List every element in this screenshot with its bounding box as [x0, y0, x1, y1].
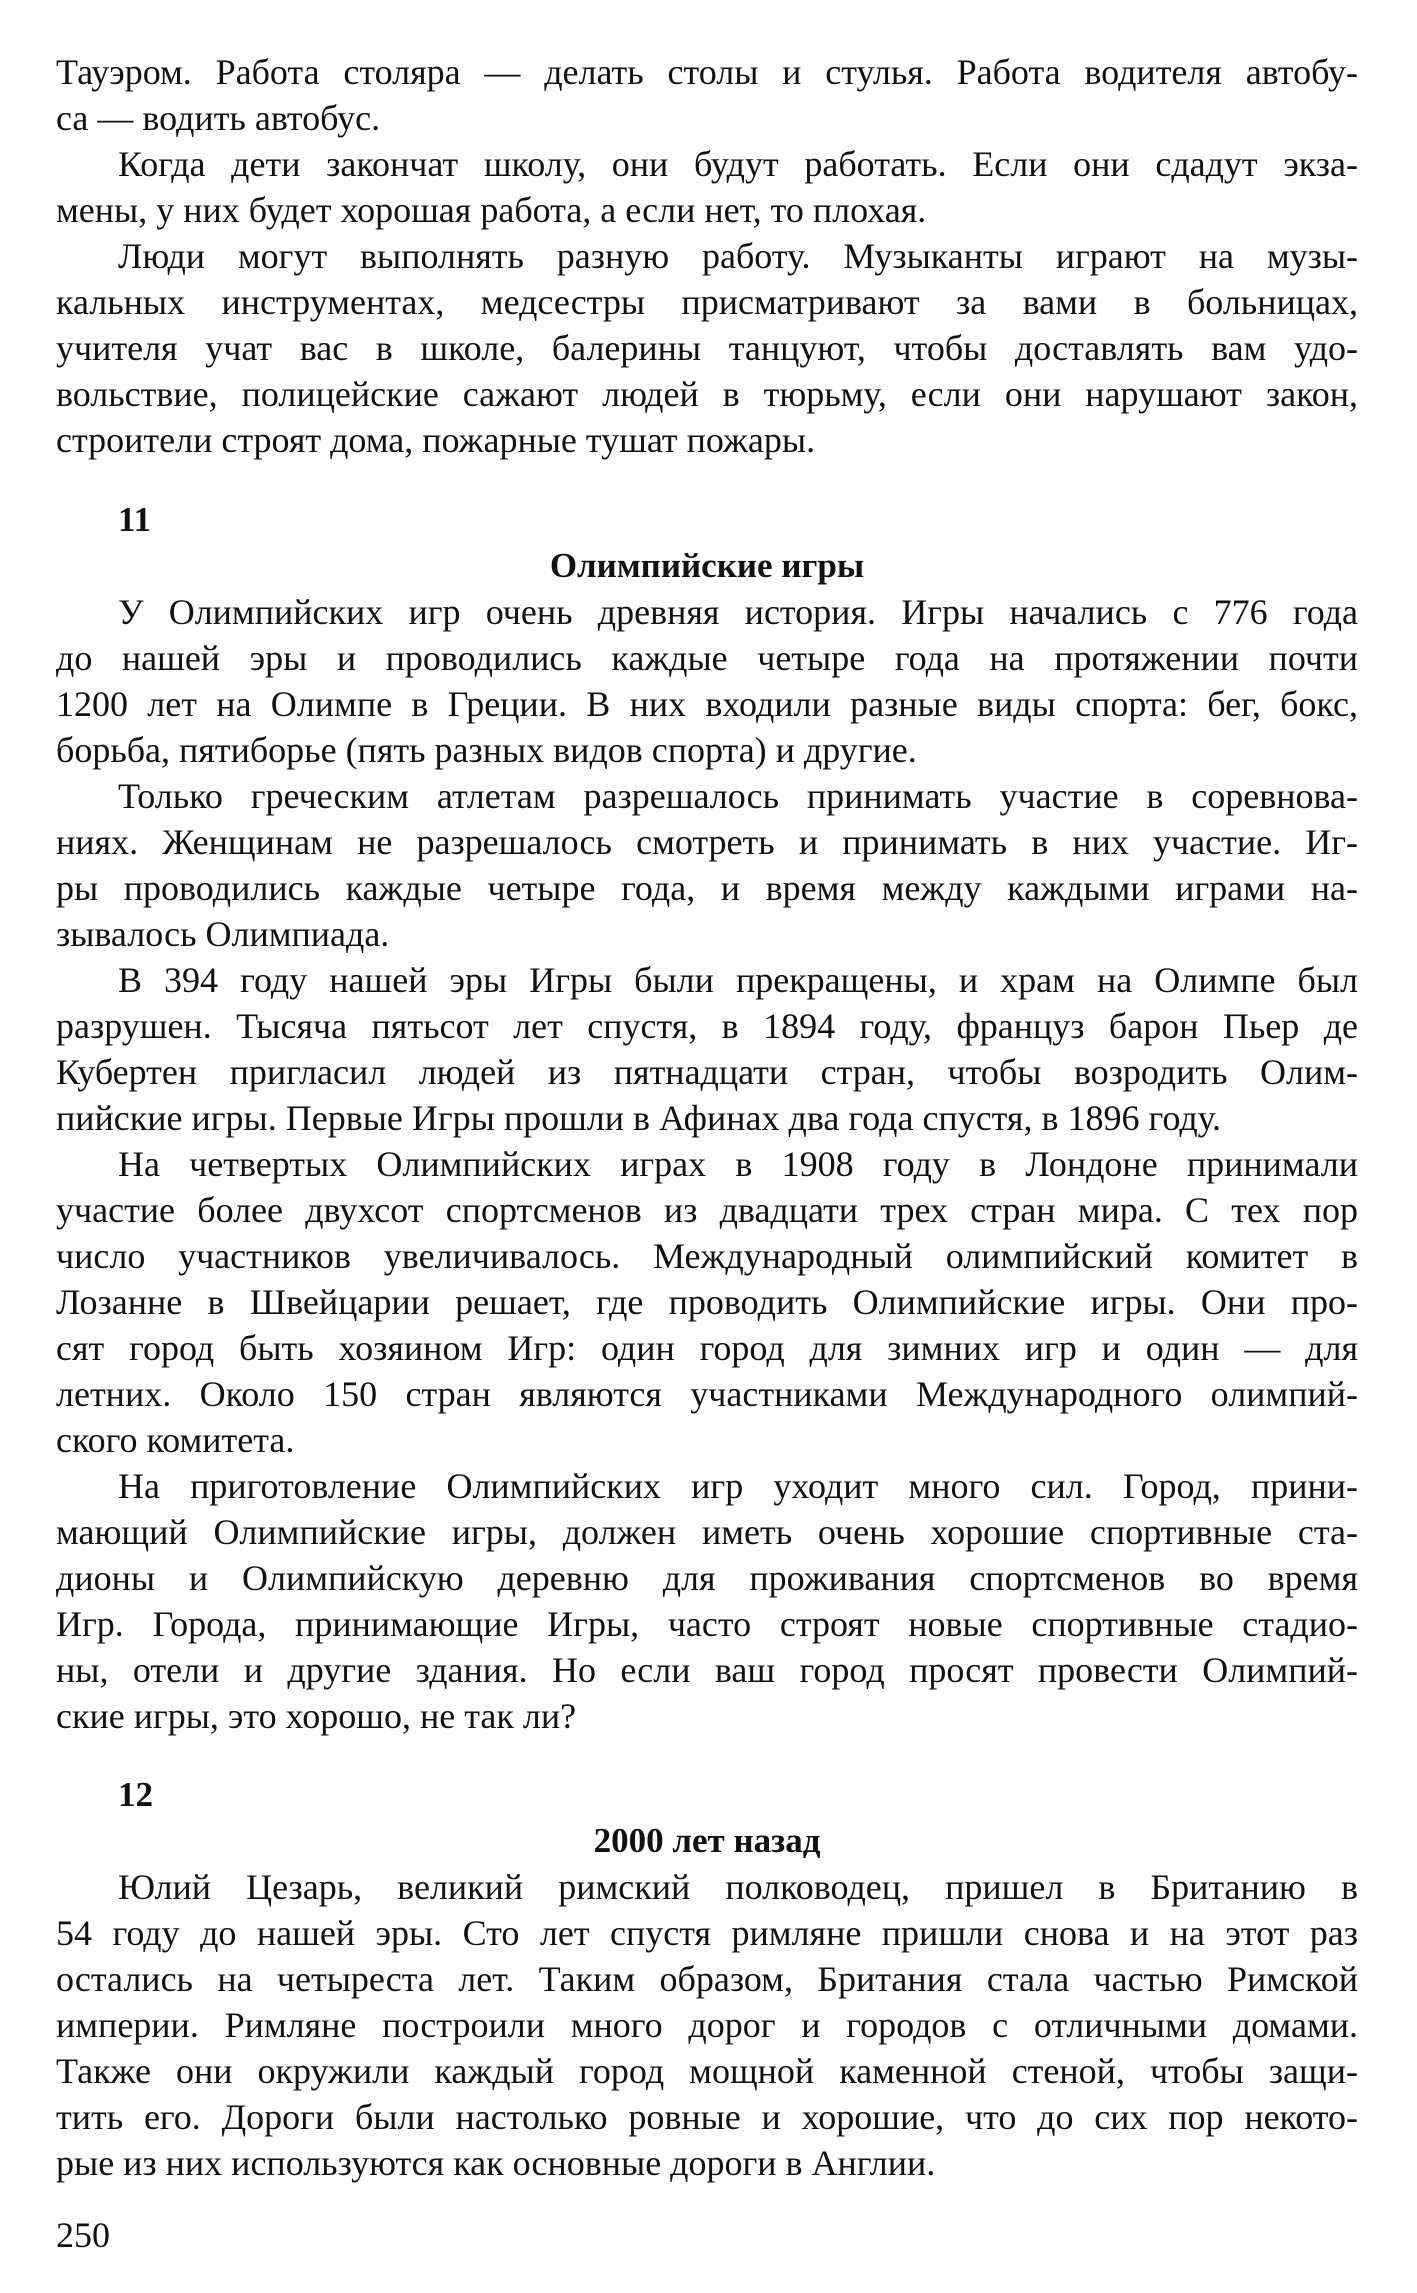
- text-line: учителя учат вас в школе, балерины танцуют, чтобы доставлять вам удо-: [56, 328, 1358, 368]
- paragraph: [56, 957, 1358, 1141]
- text-line: остались на четыреста лет. Таким образом, Британия стала частью Римской: [56, 1959, 1358, 1999]
- text-line: Только греческим атлетам разрешалось принимать участие в соревнова-: [118, 776, 1358, 816]
- text-line: ры проводились каждые четыре года, и время между каждыми играми на-: [56, 868, 1358, 908]
- paragraph: [56, 589, 1358, 773]
- text-line: разрушен. Тысяча пятьсот лет спустя, в 1894 году, француз барон Пьер де: [56, 1006, 1358, 1046]
- exercise-number: 12: [118, 1775, 153, 1814]
- paragraph: [56, 49, 1358, 141]
- text-line: пийские игры. Первые Игры прошли в Афинах два года спустя, в 1896 году.: [56, 1098, 1222, 1138]
- text-line: Когда дети закончат школу, они будут работать. Если они сдадут экза-: [118, 144, 1358, 184]
- paragraph: [56, 1864, 1358, 2186]
- text-line: ского комитета.: [56, 1420, 295, 1460]
- text-line: са — водить автобус.: [56, 98, 381, 138]
- text-line: В 394 году нашей эры Игры были прекращены, и храм на Олимпе был: [118, 960, 1358, 1000]
- text-line: На четвертых Олимпийских играх в 1908 году в Лондоне принимали: [118, 1144, 1358, 1184]
- section-title: 2000 лет назад: [593, 1821, 821, 1860]
- text-line: тить его. Дороги были настолько ровные и хорошие, что до сих пор некото-: [56, 2097, 1358, 2137]
- text-line: На приготовление Олимпийских игр уходит много сил. Город, прини-: [118, 1466, 1358, 1506]
- section-intro: [56, 49, 1358, 463]
- paragraph: [56, 141, 1358, 233]
- text-line: участие более двухсот спортсменов из двадцати трех стран мира. С тех пор: [56, 1190, 1358, 1230]
- text-line: ские игры, это хорошо, не так ли?: [56, 1696, 577, 1736]
- text-line: зывалось Олимпиада.: [56, 914, 390, 954]
- text-line: вольствие, полицейские сажают людей в тюрьму, если они нарушают закон,: [56, 374, 1358, 414]
- text-line: борьба, пятиборье (пять разных видов спорта) и другие.: [56, 730, 917, 770]
- text-line: 1200 лет на Олимпе в Греции. В них входили разные виды спорта: бег, бокс,: [56, 684, 1358, 724]
- text-line: сят город быть хозяином Игр: один город для зимних игр и один — для: [56, 1328, 1358, 1368]
- text-line: кальных инструментах, медсестры присматривают за вами в больницах,: [56, 282, 1358, 322]
- text-line: мены, у них будет хорошая работа, а если нет, то плохая.: [56, 190, 927, 230]
- text-line: дионы и Олимпийскую деревню для проживания спортсменов во время: [56, 1558, 1358, 1598]
- text-line: Юлий Цезарь, великий римский полководец, пришел в Британию в: [118, 1867, 1358, 1907]
- text-line: строители строят дома, пожарные тушат пожары.: [56, 420, 816, 460]
- text-line: 54 году до нашей эры. Сто лет спустя римляне пришли снова и на этот раз: [56, 1913, 1358, 1953]
- text-line: Тауэром. Работа столяра — делать столы и стулья. Работа водителя автобу-: [56, 52, 1358, 92]
- paragraph: [56, 1463, 1358, 1739]
- section-title: Олимпийские игры: [549, 546, 865, 585]
- text-line: Кубертен пригласил людей из пятнадцати стран, чтобы возродить Олим-: [56, 1052, 1358, 1092]
- text-line: до нашей эры и проводились каждые четыре года на протяжении почти: [56, 638, 1358, 678]
- text-line: У Олимпийских игр очень древняя история. Игры начались с 776 года: [118, 592, 1358, 632]
- paragraph: [56, 233, 1358, 463]
- text-line: рые из них используются как основные дороги в Англии.: [56, 2143, 936, 2183]
- section-12: [56, 1772, 1358, 2186]
- paragraph: [56, 1141, 1358, 1463]
- text-line: ниях. Женщинам не разрешалось смотреть и принимать в них участие. Иг-: [56, 822, 1358, 862]
- text-line: ны, отели и другие здания. Но если ваш город просят провести Олимпий-: [56, 1650, 1358, 1690]
- text-line: число участников увеличивалось. Международный олимпийский комитет в: [56, 1236, 1358, 1276]
- text-line: Люди могут выполнять разную работу. Музыканты играют на музы-: [118, 236, 1358, 276]
- text-line: мающий Олимпийские игры, должен иметь очень хорошие спортивные ста-: [56, 1512, 1358, 1552]
- text-line: Игр. Города, принимающие Игры, часто строят новые спортивные стадио-: [56, 1604, 1358, 1644]
- exercise-number: 11: [118, 500, 152, 539]
- page-number: 250: [56, 2215, 110, 2255]
- text-line: Лозанне в Швейцарии решает, где проводить Олимпийские игры. Они про-: [56, 1282, 1358, 1322]
- text-line: Также они окружили каждый город мощной каменной стеной, чтобы защи-: [56, 2051, 1358, 2091]
- section-11: [56, 497, 1358, 1739]
- paragraph: [56, 773, 1358, 957]
- text-line: империи. Римляне построили много дорог и городов с отличными домами.: [56, 2005, 1358, 2045]
- text-line: летних. Около 150 стран являются участниками Международного олимпий-: [56, 1374, 1358, 1414]
